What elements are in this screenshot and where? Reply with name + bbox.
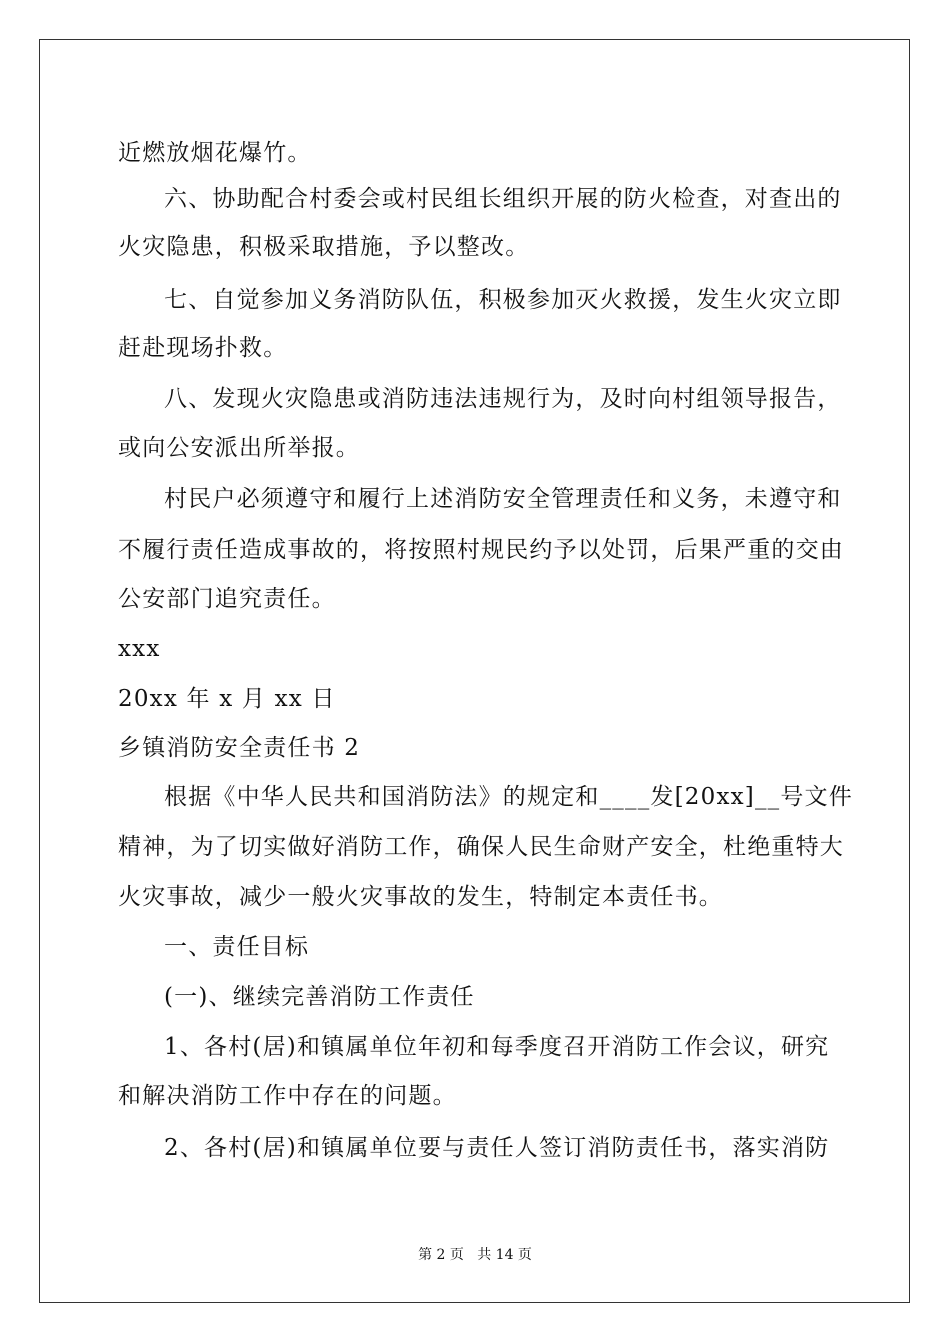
- text-line: (一)、继续完善消防工作责任: [164, 984, 475, 1010]
- text-line: 八、发现火灾隐患或消防违法违规行为，及时向村组领导报告，: [164, 386, 842, 412]
- text-line: 或向公安派出所举报。: [118, 435, 360, 461]
- text-line: 七、自觉参加义务消防队伍，积极参加灭火救援，发生火灾立即: [164, 287, 842, 313]
- text-line: 20xx 年 x 月 xx 日: [118, 686, 336, 712]
- page-footer: 第 2 页 共 14 页: [418, 1247, 532, 1263]
- text-line: 和解决消防工作中存在的问题。: [118, 1083, 457, 1109]
- text-line: 村民户必须遵守和履行上述消防安全管理责任和义务，未遵守和: [164, 486, 842, 512]
- text-line: 火灾隐患，积极采取措施，予以整改。: [118, 234, 530, 260]
- text-line: 赶赴现场扑救。: [118, 335, 288, 361]
- section-heading: 乡镇消防安全责任书 2: [118, 735, 361, 761]
- text-line: 六、协助配合村委会或村民组长组织开展的防火检查，对查出的: [164, 186, 842, 212]
- text-line: 近燃放烟花爆竹。: [118, 140, 312, 166]
- text-line: 2、各村(居)和镇属单位要与责任人签订消防责任书，落实消防: [164, 1135, 830, 1161]
- text-line: 不履行责任造成事故的，将按照村规民约予以处罚，后果严重的交由: [118, 537, 844, 563]
- page-border: [39, 39, 910, 1303]
- text-line: 根据《中华人民共和国消防法》的规定和____发[20xx]__号文件: [164, 784, 853, 810]
- text-line: 1、各村(居)和镇属单位年初和每季度召开消防工作会议，研究: [164, 1034, 830, 1060]
- text-line: xxx: [118, 636, 161, 662]
- text-line: 一、责任目标: [164, 934, 310, 960]
- text-line: 公安部门追究责任。: [118, 586, 336, 612]
- text-line: 精神，为了切实做好消防工作，确保人民生命财产安全，杜绝重特大: [118, 834, 844, 860]
- text-line: 火灾事故，减少一般火灾事故的发生，特制定本责任书。: [118, 884, 723, 910]
